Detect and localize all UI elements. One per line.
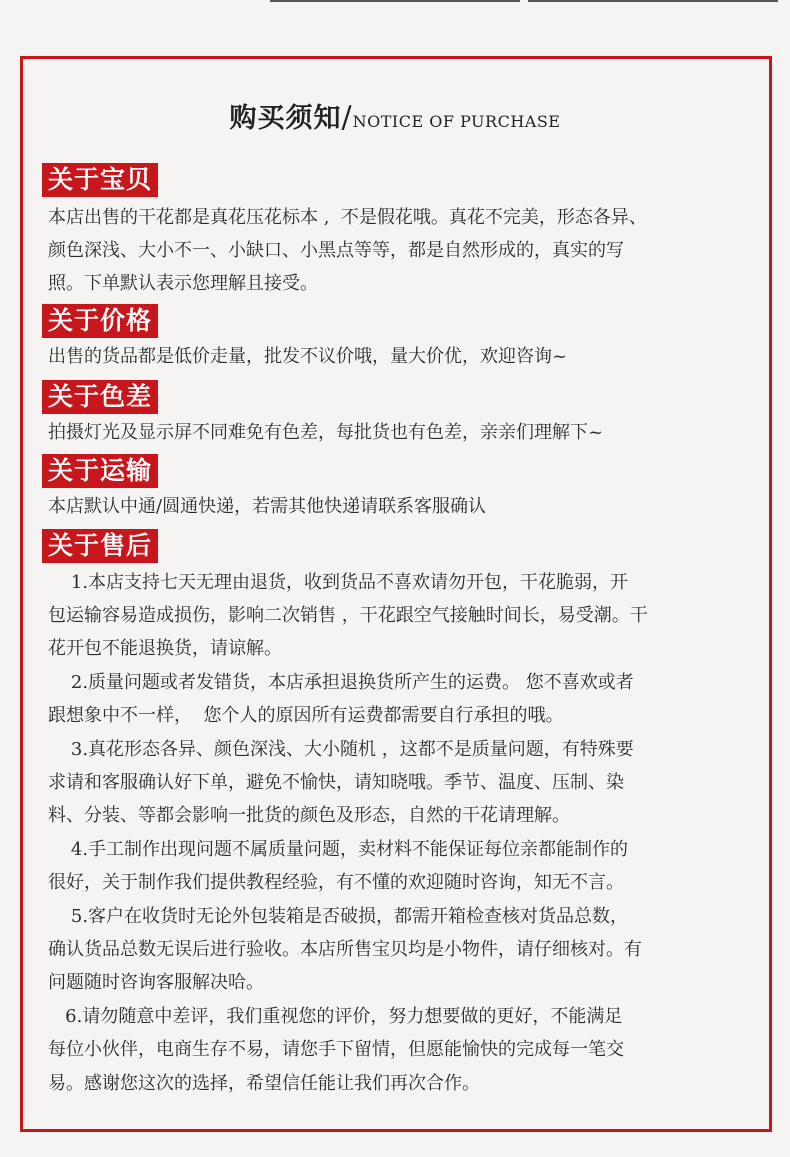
top-divider-left	[270, 0, 520, 2]
section-heading-shipping: 关于运输	[42, 454, 158, 488]
section-text-line: 照。下单默认表示您理解且接受。	[48, 273, 318, 294]
section-heading-product: 关于宝贝	[42, 163, 158, 197]
section-text-line: 包运输容易造成损伤，影响二次销售 ，干花跟空气接触时间长，易受潮。干	[48, 605, 648, 626]
page-title	[0, 96, 790, 135]
section-heading-price: 关于价格	[42, 304, 158, 338]
section-text-line: 2.质量问题或者发错货，本店承担退换货所产生的运费。 您不喜欢或者	[48, 672, 634, 693]
section-text-line: 拍摄灯光及显示屏不同难免有色差，每批货也有色差，亲亲们理解下~	[48, 422, 604, 443]
section-text-line: 很好，关于制作我们提供教程经验，有不懂的欢迎随时咨询，知无不言。	[48, 872, 624, 893]
section-text-line: 花开包不能退换货，请谅解。	[48, 638, 282, 659]
section-text-line: 4.手工制作出现问题不属质量问题，卖材料不能保证每位亲都能制作的	[48, 839, 629, 860]
section-text-line: 易。感谢您这次的选择，希望信任能让我们再次合作。	[48, 1073, 480, 1094]
section-text-line: 3.真花形态各异、颜色深浅、大小随机 ，这都不是质量问题，有特殊要	[48, 739, 634, 760]
section-text-line: 6.请勿随意中差评，我们重视您的评价，努力想要做的更好，不能满足	[48, 1006, 623, 1027]
section-text-line: 问题随时咨询客服解决哈。	[48, 972, 264, 993]
section-text-line: 料、分装、等都会影响一批货的颜色及形态，自然的干花请理解。	[48, 805, 570, 826]
section-text-line: 求请和客服确认好下单，避免不愉快，请知晓哦。季节、温度、压制、染	[48, 772, 624, 793]
section-text-line: 5.客户在收货时无论外包装箱是否破损，都需开箱检查核对货品总数，	[48, 906, 629, 927]
section-text-line: 确认货品总数无误后进行验收。本店所售宝贝均是小物件，请仔细核对。有	[48, 939, 642, 960]
top-divider-right	[528, 0, 778, 2]
section-text-line: 跟想象中不一样， 您个人的原因所有运费都需要自行承担的哦。	[48, 705, 564, 726]
section-text-line: 出售的货品都是低价走量，批发不议价哦，量大价优，欢迎咨询~	[48, 346, 568, 367]
section-heading-after-sales: 关于售后	[42, 529, 158, 563]
title-english: NOTICE OF PURCHASE	[352, 112, 561, 131]
section-text-line: 颜色深浅、大小不一、小缺口、小黑点等等，都是自然形成的，真实的写	[48, 240, 624, 261]
section-text-line: 1.本店支持七天无理由退货，收到货品不喜欢请勿开包，干花脆弱，开	[48, 572, 629, 593]
section-text-line: 本店默认中通/圆通快递，若需其他快递请联系客服确认	[48, 496, 487, 517]
section-heading-color-difference: 关于色差	[42, 380, 158, 414]
section-text-line: 本店出售的干花都是真花压花标本 , 不是假花哦。真花不完美，形态各异、	[48, 207, 647, 228]
title-chinese: 购买须知	[229, 103, 342, 134]
title-slash: /	[341, 100, 353, 135]
section-text-line: 每位小伙伴，电商生存不易，请您手下留情，但愿能愉快的完成每一笔交	[48, 1039, 624, 1060]
